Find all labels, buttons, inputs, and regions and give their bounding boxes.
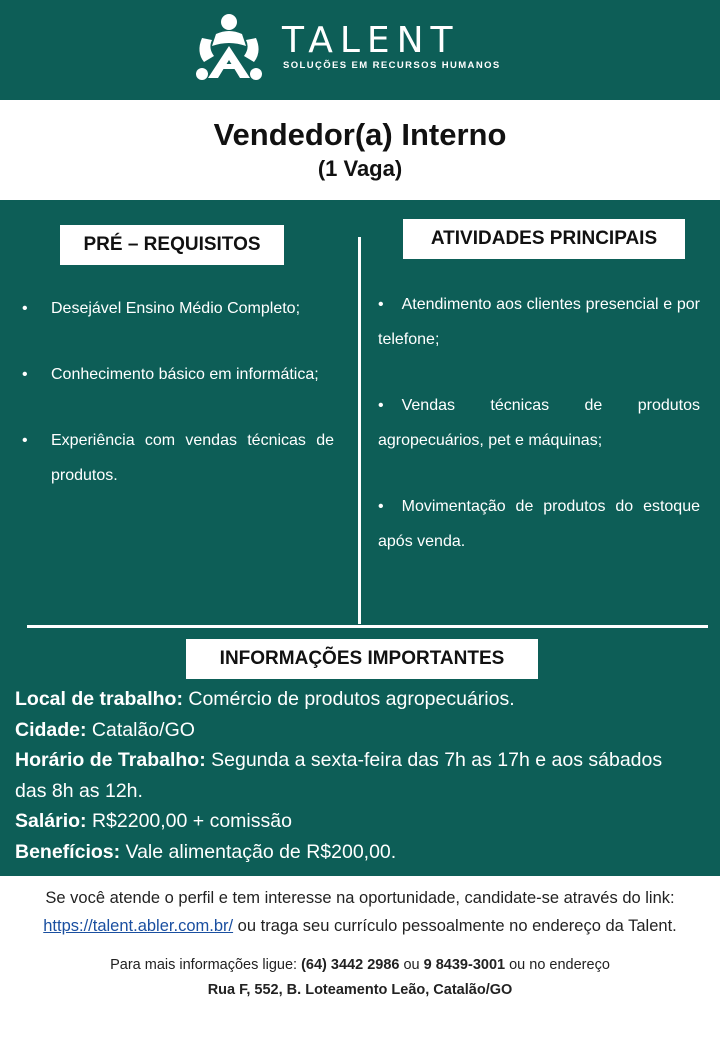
info-row-salary: Salário: R$2200,00 + comissão <box>15 810 292 832</box>
column-divider <box>358 237 361 624</box>
footer <box>0 876 720 1040</box>
bullet-icon: • <box>22 366 28 383</box>
phone-number: (64) 3442 2986 <box>301 957 400 973</box>
address: Rua F, 552, B. Loteamento Leão, Catalão/GO <box>207 982 513 998</box>
important-info <box>15 684 665 867</box>
bullet-icon: • <box>378 498 384 515</box>
list-item: • Desejável Ensino Médio Completo; <box>22 291 334 326</box>
job-title-area <box>0 100 720 200</box>
bullet-icon: • <box>378 296 384 313</box>
requirements-list <box>22 291 334 524</box>
brand-name: TALENT <box>282 20 460 61</box>
activities-heading: ATIVIDADES PRINCIPAIS <box>403 219 685 259</box>
mobile-number: 9 8439-3001 <box>423 957 506 973</box>
talent-people-logo-icon <box>194 12 264 84</box>
contact-info: Para mais informações ligue: (64) 3442 2986 ou 9 8439-3001 ou no endereço Rua F, 552, B. Loteamento Leão, Catalão/GO <box>110 957 610 998</box>
bullet-icon: • <box>22 300 28 317</box>
info-row-schedule: Horário de Trabalho: Segunda a sexta-feira das 7h as 17h e aos sábados das 8h as 12h. <box>15 749 663 802</box>
info-row-city: Cidade: Catalão/GO <box>15 718 195 741</box>
job-details-panel <box>0 200 720 876</box>
brand-tagline: SOLUÇÕES EM RECURSOS HUMANOS <box>283 60 501 71</box>
activities-list <box>378 287 700 590</box>
bullet-icon: • <box>378 397 384 414</box>
application-link[interactable]: https://talent.abler.com.br/ <box>43 917 234 935</box>
list-item: • Movimentação de produtos do estoque após venda. <box>378 498 700 550</box>
info-row-location: Local de trabalho: Comércio de produtos agropecuários. <box>15 688 515 710</box>
bullet-icon: • <box>22 432 28 449</box>
job-title: Vendedor(a) Interno <box>213 117 507 152</box>
list-item: • Vendas técnicas de produtos agropecuários, pet e máquinas; <box>378 397 700 449</box>
list-item: • Atendimento aos clientes presencial e por telefone; <box>378 296 700 348</box>
list-item: • Conhecimento básico em informática; <box>22 357 334 392</box>
info-heading: INFORMAÇÕES IMPORTANTES <box>186 639 538 679</box>
list-item: • Experiência com vendas técnicas de produtos. <box>22 423 334 493</box>
section-divider <box>27 625 708 628</box>
vacancy-count: (1 Vaga) <box>317 156 403 181</box>
info-row-benefits: Benefícios: Vale alimentação de R$200,00. <box>15 840 397 863</box>
requirements-heading: PRÉ – REQUISITOS <box>60 225 284 265</box>
application-instructions: Se você atende o perfil e tem interesse na oportunidade, candidate-se através do link: https://talent.abler.com.br/ ou traga seu currículo pessoalmente no endereço da Talent. <box>43 889 677 935</box>
header-bar <box>0 0 720 100</box>
